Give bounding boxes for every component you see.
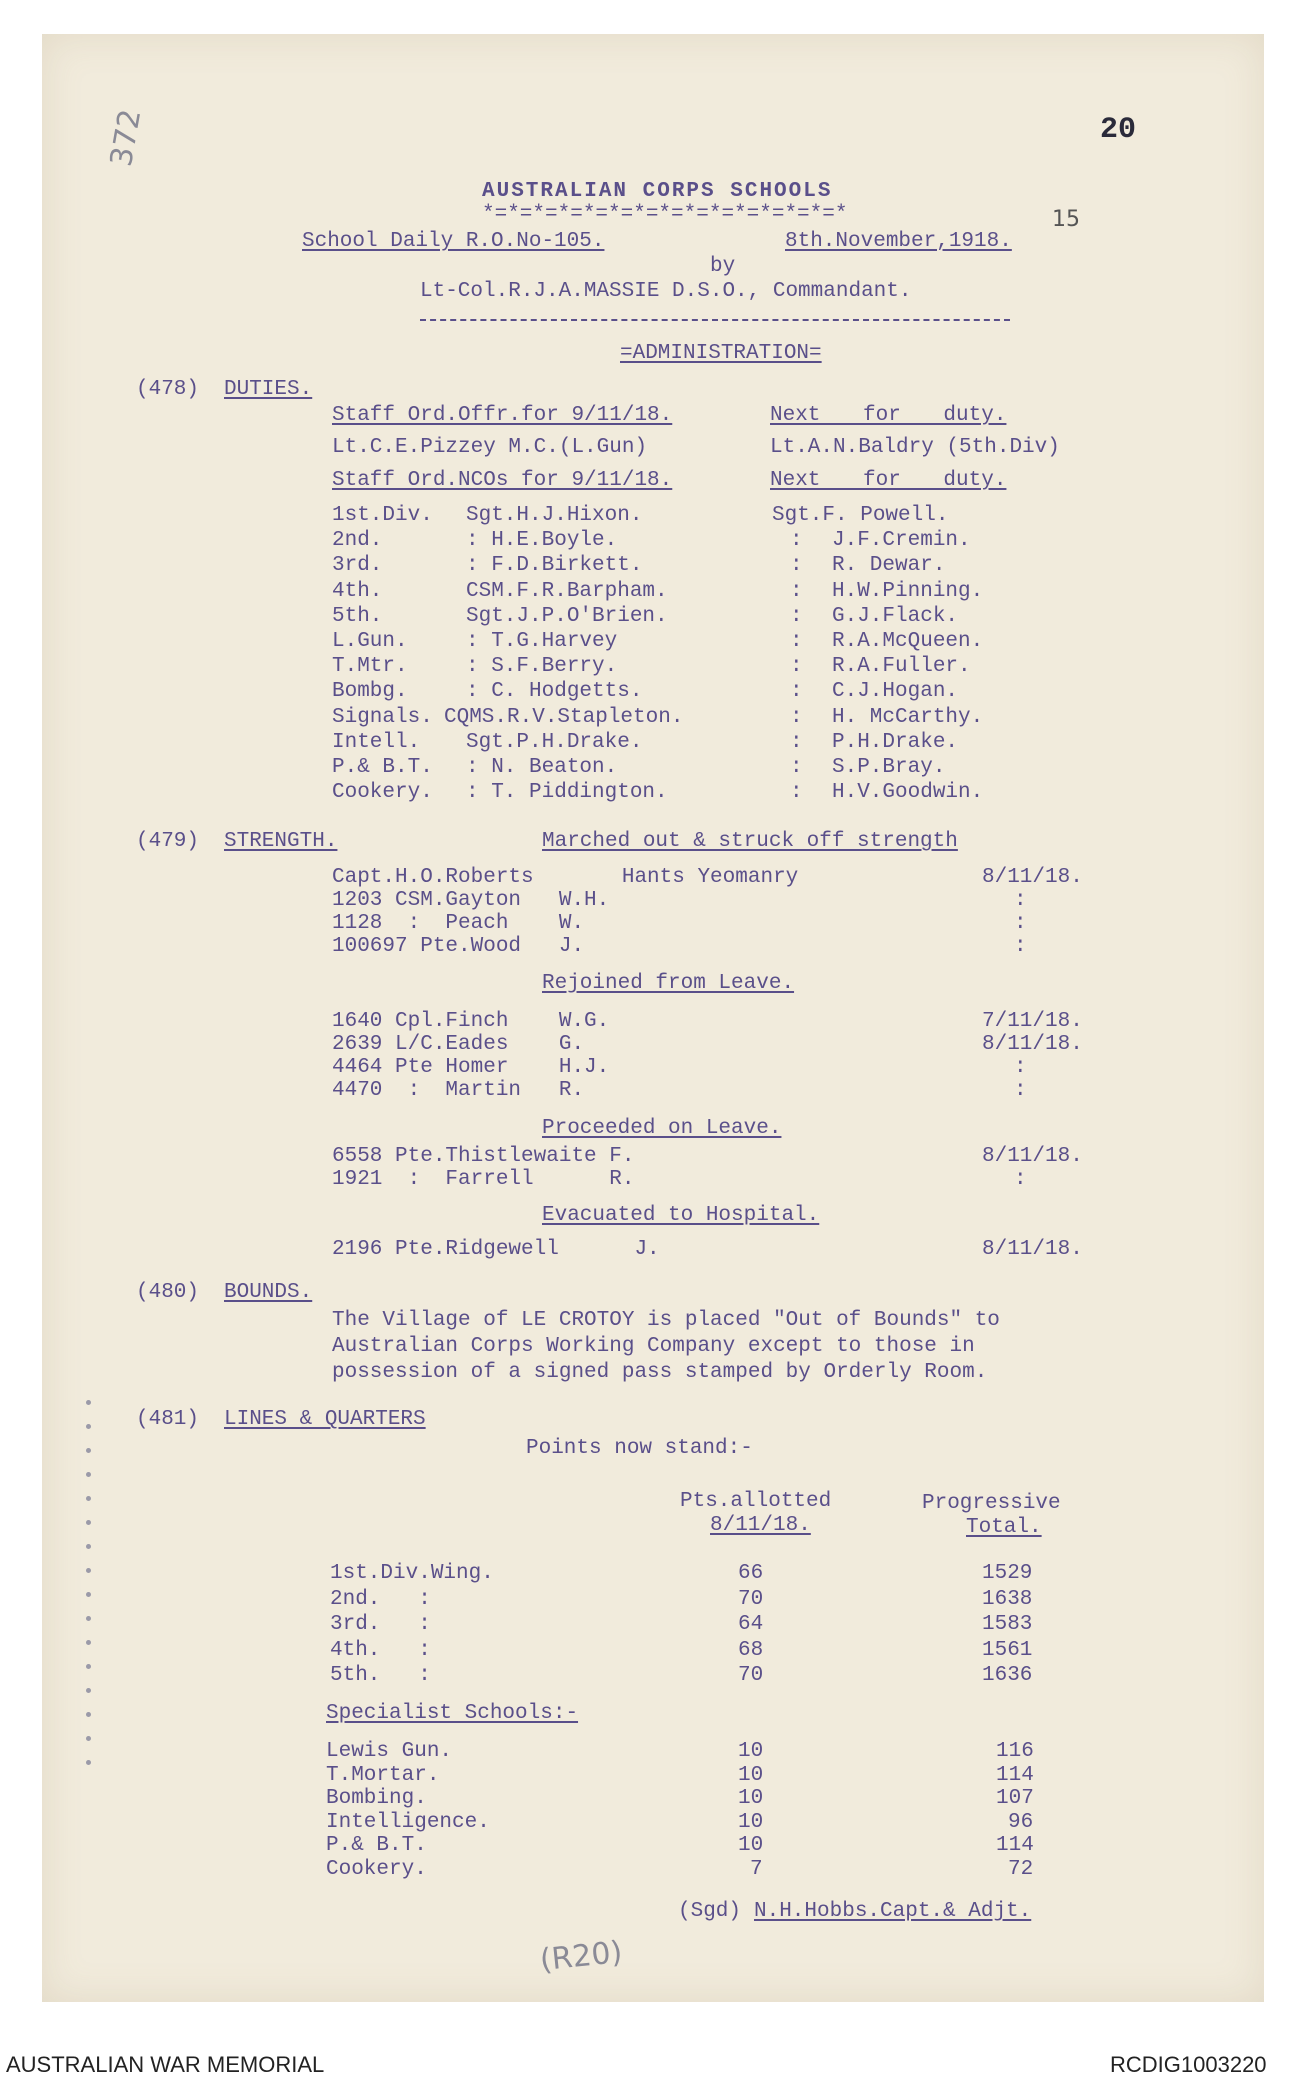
staff-offr-label: Staff Ord.Offr.for 9/11/18. (332, 404, 673, 427)
specialist-name: T.Mortar. (326, 1763, 440, 1787)
col-pts-date: 8/11/18. (710, 1514, 811, 1537)
strength-row-date: : (1014, 1056, 1027, 1079)
specialist-name: Intelligence. (326, 1810, 490, 1834)
dashed-rule (420, 319, 1010, 321)
specialist-pts: 10 (738, 1763, 764, 1787)
wing-total: 1583 (982, 1613, 1033, 1636)
duty-name: : C. Hodgetts. (466, 680, 643, 704)
duty-sep: : (790, 655, 803, 679)
footer-left: AUSTRALIAN WAR MEMORIAL (6, 2052, 325, 2077)
strength-row: 1921 : Farrell R. (332, 1168, 635, 1191)
duty-name: : N. Beaton. (466, 756, 618, 779)
col-total-label: Total. (966, 1516, 1042, 1539)
section-title: =ADMINISTRATION= (620, 342, 822, 365)
punch-mark (86, 1712, 91, 1717)
duty-sep: : (790, 730, 803, 754)
strength-number: (479) (136, 830, 200, 853)
punch-mark (86, 1544, 91, 1549)
punch-mark (86, 1592, 91, 1597)
specialist-name: Cookery. (326, 1857, 427, 1881)
wing-pts: 70 (738, 1664, 764, 1687)
commandant-line: Lt-Col.R.J.A.MASSIE D.S.O., Commandant. (420, 280, 912, 303)
col-total-header: Progressive (922, 1492, 1061, 1515)
points-intro: Points now stand:- (526, 1437, 753, 1460)
specialist-name: Lewis Gun. (326, 1740, 453, 1763)
strength-row: 4470 : Martin R. (332, 1079, 585, 1102)
signature-sgd: (Sgd) (678, 1900, 742, 1923)
strength-row-date: : (1014, 935, 1027, 958)
duty-sep: : (790, 579, 803, 603)
punch-mark (86, 1472, 91, 1477)
col-pts-header: Pts.allotted (680, 1490, 832, 1513)
document-title: AUSTRALIAN CORPS SCHOOLS (482, 180, 833, 203)
duty-unit: 5th. (332, 604, 383, 628)
duty-name: : H.E.Boyle. (466, 529, 618, 553)
duty-next: R. Dewar. (832, 554, 946, 578)
order-date: 8th.November,1918. (785, 230, 1012, 253)
strength-row: 1640 Cpl.Finch W.G. (332, 1010, 610, 1033)
duty-unit: 1st.Div. (332, 504, 433, 527)
specialist-heading: Specialist Schools:- (326, 1702, 579, 1725)
wing-pts: 68 (738, 1638, 764, 1662)
order-number: School Daily R.O.No-105. (302, 230, 605, 253)
punch-mark (86, 1616, 91, 1621)
strength-group-title: Marched out & struck off strength (542, 830, 958, 853)
specialist-name: P.& B.T. (326, 1834, 427, 1857)
specialist-name: Bombing. (326, 1787, 427, 1810)
strength-row: 1203 CSM.Gayton W.H. (332, 889, 610, 912)
strength-row-date: 7/11/18. (982, 1010, 1083, 1033)
bounds-line: Australian Corps Working Company except to those in (332, 1335, 975, 1358)
punch-mark (86, 1664, 91, 1669)
bounds-line: possession of a signed pass stamped by Orderly Room. (332, 1361, 988, 1384)
strength-row: 100697 Pte.Wood J. (332, 935, 585, 958)
specialist-pts: 10 (738, 1810, 764, 1834)
duty-sep: : (790, 554, 803, 578)
wing-total: 1529 (982, 1562, 1033, 1585)
duty-unit: 3rd. (332, 554, 383, 578)
duty-sep: : (790, 756, 803, 779)
duty-name: : F.D.Birkett. (466, 554, 643, 578)
duty-next: H.W.Pinning. (832, 579, 984, 603)
bounds-number: (480) (136, 1281, 200, 1304)
specialist-pts: 10 (738, 1834, 764, 1857)
bounds-line: The Village of LE CROTOY is placed "Out of Bounds" to (332, 1309, 1000, 1332)
duty-name: Sgt.J.P.O'Brien. (466, 604, 668, 628)
duty-name: : S.F.Berry. (466, 655, 618, 679)
strength-row: 6558 Pte.Thistlewaite F. (332, 1145, 635, 1168)
by-line: by (710, 255, 736, 278)
strength-group-title: Rejoined from Leave. (542, 972, 795, 995)
wing-pts: 66 (738, 1562, 764, 1585)
duty-next: S.P.Bray. (832, 756, 946, 779)
lines-heading: LINES & QUARTERS (224, 1408, 426, 1431)
strength-row-date: : (1014, 1168, 1027, 1191)
duty-unit: 4th. (332, 579, 383, 603)
signature-name: N.H.Hobbs.Capt.& Adjt. (754, 1900, 1032, 1923)
duty-name: Sgt.P.H.Drake. (466, 730, 643, 754)
footer-right: RCDIG1003220 (1110, 2052, 1267, 2077)
strength-heading: STRENGTH. (224, 830, 338, 853)
duty-unit: Signals. (332, 705, 433, 729)
strength-row-date: 8/11/18. (982, 866, 1083, 889)
bottom-pencil-note: (R20) (538, 1934, 624, 1979)
strength-row-date: : (1014, 912, 1027, 935)
duty-sep: : (790, 781, 803, 805)
duty-next: P.H.Drake. (832, 730, 959, 754)
strength-row-date: 8/11/18. (982, 1033, 1083, 1056)
duty-name: : T. Piddington. (466, 781, 668, 805)
folio-number: 372 (103, 106, 149, 170)
duty-unit: Bombg. (332, 680, 408, 704)
duty-next: R.A.Fuller. (832, 655, 971, 679)
strength-row: 4464 Pte Homer H.J. (332, 1056, 610, 1079)
strength-row: 2639 L/C.Eades G. (332, 1033, 585, 1056)
strength-row-date: 8/11/18. (982, 1145, 1083, 1168)
duty-name: Sgt.H.J.Hixon. (466, 504, 643, 527)
punch-mark (86, 1400, 91, 1405)
duty-unit: T.Mtr. (332, 655, 408, 679)
specialist-total: 96 (1008, 1810, 1034, 1834)
strength-row: 2196 Pte.Ridgewell J. (332, 1238, 660, 1261)
strength-row: Capt.H.O.Roberts Hants Yeomanry (332, 866, 799, 889)
wing-name: 4th. : (330, 1638, 431, 1662)
punch-mark (86, 1448, 91, 1453)
punch-mark (86, 1424, 91, 1429)
duty-sep: : (790, 680, 803, 704)
duty-unit: P.& B.T. (332, 756, 433, 779)
page-number: 20 (1100, 113, 1137, 147)
specialist-total: 114 (996, 1834, 1034, 1857)
duties-number: (478) (136, 378, 200, 401)
wing-total: 1636 (982, 1664, 1033, 1687)
wing-total: 1638 (982, 1587, 1033, 1611)
margin-mark: 15 (1052, 207, 1080, 232)
staff-offr: Lt.C.E.Pizzey M.C.(L.Gun) (332, 436, 648, 459)
strength-group-title: Evacuated to Hospital. (542, 1204, 820, 1227)
strength-row-date: 8/11/18. (982, 1238, 1083, 1261)
punch-mark (86, 1736, 91, 1741)
duty-name: : T.G.Harvey (466, 630, 618, 653)
duty-sep: : (790, 630, 803, 653)
wing-name: 2nd. : (330, 1587, 431, 1611)
wing-name: 5th. : (330, 1664, 431, 1687)
duty-unit: Intell. (332, 730, 421, 754)
strength-row-date: : (1014, 1079, 1027, 1102)
staff-nco-label: Staff Ord.NCOs for 9/11/18. (332, 469, 673, 492)
duty-unit: L.Gun. (332, 630, 408, 653)
specialist-total: 107 (996, 1787, 1034, 1810)
duty-next: G.J.Flack. (832, 604, 959, 628)
punch-mark (86, 1688, 91, 1693)
wing-name: 3rd. : (330, 1613, 431, 1636)
punch-mark (86, 1568, 91, 1573)
duty-sep: : (790, 529, 803, 553)
duty-name: CSM.F.R.Barpham. (466, 579, 668, 603)
wing-total: 1561 (982, 1638, 1033, 1662)
punch-mark (86, 1760, 91, 1765)
duty-next: H.V.Goodwin. (832, 781, 984, 805)
specialist-pts: 10 (738, 1787, 764, 1810)
punch-mark (86, 1520, 91, 1525)
punch-mark (86, 1640, 91, 1645)
strength-row-date: : (1014, 889, 1027, 912)
duties-heading: DUTIES. (224, 378, 313, 401)
bounds-heading: BOUNDS. (224, 1281, 313, 1304)
staff-offr-next: Lt.A.N.Baldry (5th.Div) (770, 436, 1060, 459)
wing-pts: 64 (738, 1613, 764, 1636)
wing-pts: 70 (738, 1587, 764, 1611)
duty-unit: 2nd. (332, 529, 383, 553)
staff-nco-next-label: Next for duty. (770, 469, 1007, 492)
specialist-total: 116 (996, 1740, 1034, 1763)
strength-row: 1128 : Peach W. (332, 912, 585, 935)
punch-mark (86, 1496, 91, 1501)
duty-next: J.F.Cremin. (832, 529, 971, 553)
duty-name: CQMS.R.V.Stapleton. (444, 705, 684, 729)
duty-unit: Cookery. (332, 781, 433, 805)
lines-number: (481) (136, 1408, 200, 1431)
duty-next: H. McCarthy. (832, 705, 984, 729)
duty-next: R.A.McQueen. (832, 630, 984, 653)
specialist-total: 114 (996, 1763, 1034, 1787)
wing-name: 1st.Div.Wing. (330, 1562, 494, 1585)
duty-next: C.J.Hogan. (832, 680, 959, 704)
specialist-pts: 10 (738, 1740, 764, 1763)
strength-group-title: Proceeded on Leave. (542, 1117, 782, 1140)
staff-offr-next-label: Next for duty. (770, 404, 1007, 427)
specialist-total: 72 (1008, 1857, 1034, 1881)
duty-sep: : (790, 705, 803, 729)
duty-sep: : (790, 604, 803, 628)
duty-next: Sgt.F. Powell. (772, 504, 949, 527)
specialist-pts: 7 (750, 1857, 763, 1881)
stars-rule: *=*=*=*=*=*=*=*=*=*=*=*=*=*=* (482, 203, 848, 226)
